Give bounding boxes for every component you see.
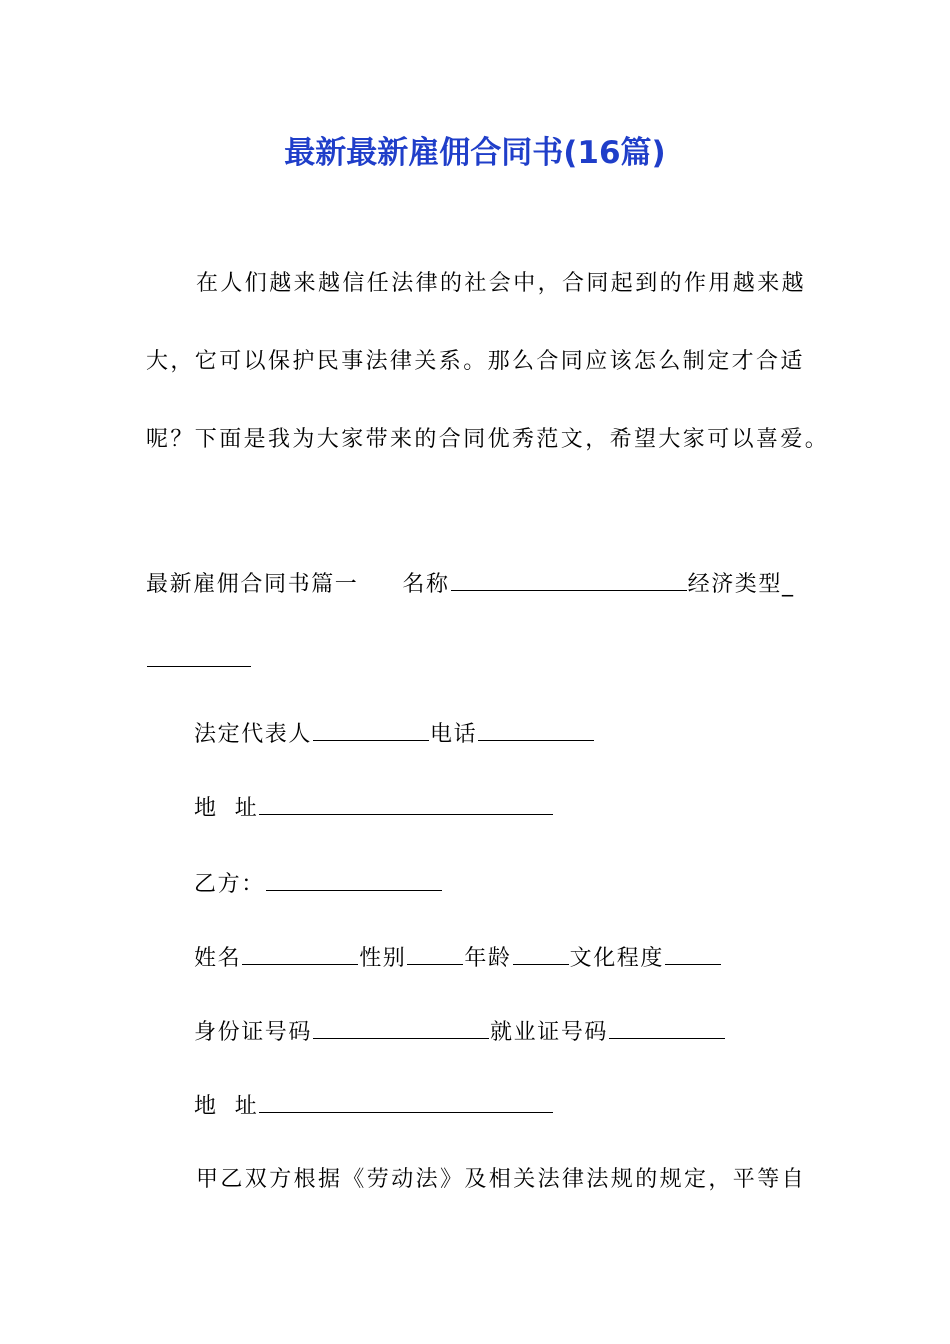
party-b-address-line	[194, 1086, 554, 1127]
phone-label: 电话	[430, 722, 478, 747]
education-label: 文化程度	[569, 946, 665, 971]
party-b-name-label: 姓名	[194, 946, 242, 971]
econ-type-label: 经济类型_	[687, 572, 795, 597]
party-b-line	[194, 864, 443, 905]
id-label: 身份证号码	[194, 1020, 313, 1045]
party-b-label: 乙方：	[194, 872, 265, 897]
section-one-line	[146, 564, 795, 605]
econ-type-blank[interactable]	[147, 640, 251, 667]
age-blank[interactable]	[513, 938, 569, 965]
body-line-1: 甲乙双方根据《劳动法》及相关法律法规的规定，平等自	[196, 1167, 807, 1192]
party-b-details-line	[194, 938, 722, 979]
econ-type-blank-line	[146, 640, 252, 681]
intro-line-2: 大，它可以保护民事法律关系。那么合同应该怎么制定才合适	[146, 349, 805, 374]
gender-label: 性别	[359, 946, 407, 971]
legal-rep-line	[194, 714, 595, 755]
section-one-heading: 最新雇佣合同书篇一	[146, 572, 359, 597]
name-blank[interactable]	[451, 564, 687, 591]
page-title: 最新最新雇佣合同书(16篇)	[284, 135, 666, 171]
party-a-address-line	[194, 788, 554, 829]
party-b-id-line	[194, 1012, 726, 1053]
legal-rep-label: 法定代表人	[194, 722, 313, 747]
phone-blank[interactable]	[478, 714, 594, 741]
name-label: 名称	[402, 572, 450, 597]
party-a-address-blank[interactable]	[259, 788, 553, 815]
party-a-address-label: 地 址	[194, 796, 259, 821]
gender-blank[interactable]	[407, 938, 463, 965]
legal-rep-blank[interactable]	[313, 714, 429, 741]
party-b-name-blank[interactable]	[242, 938, 358, 965]
employment-id-blank[interactable]	[609, 1012, 725, 1039]
education-blank[interactable]	[665, 938, 721, 965]
party-b-blank[interactable]	[266, 864, 442, 891]
party-b-address-label: 地 址	[194, 1094, 259, 1119]
id-blank[interactable]	[313, 1012, 489, 1039]
age-label: 年龄	[464, 946, 512, 971]
party-b-address-blank[interactable]	[259, 1086, 553, 1113]
intro-line-3: 呢？下面是我为大家带来的合同优秀范文，希望大家可以喜爱。	[146, 427, 830, 452]
intro-line-1: 在人们越来越信任法律的社会中，合同起到的作用越来越	[196, 271, 807, 296]
employment-id-label: 就业证号码	[490, 1020, 609, 1045]
